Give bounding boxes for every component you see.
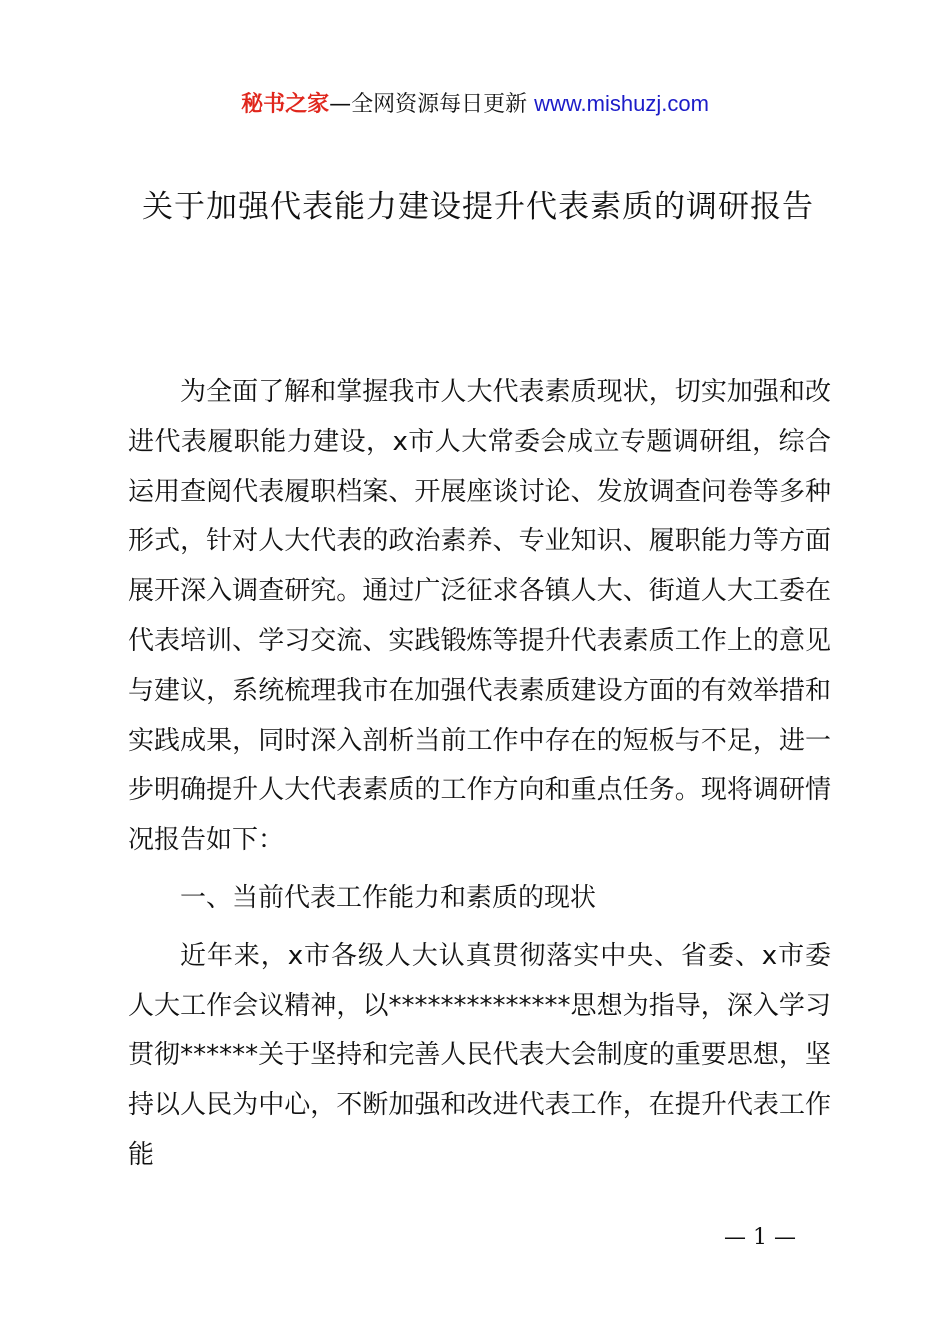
brand-name: 秘书之家 <box>241 92 330 117</box>
site-header <box>0 88 950 121</box>
page-number: — 1 — <box>724 1225 796 1250</box>
intro-paragraph: 为全面了解和掌握我市人大代表素质现状，切实加强和改进代表履职能力建设，x市人大常委会成立专题调研组，综合运用查阅代表履职档案、开展座谈讨论、发放调查问卷等多种形式，针对人大代表的政治素养、专业知识、履职能力等方面展开深入调查研究。通过广泛征求各镇人大、街道人大工委在代表培训、学习交流、实践锻炼等提升代表素质工作上的意见与建议，系统梳理我市在加强代表素质建设方面的有效举措和实践成果，同时深入剖析当前工作中存在的短板与不足，进一步明确提升人大代表素质的工作方向和重点任务。现将调研情况报告如下： <box>128 377 831 856</box>
site-url-link[interactable]: www.mishuzj.com <box>534 91 709 116</box>
document-body <box>128 368 831 1181</box>
body-paragraph: 近年来，x市各级人大认真贯彻落实中央、省委、x市委人大工作会议精神，以**************思想为指导，深入学习贯彻******关于坚持和完善人民代表大会制度的重要思想，坚持以人民为中心，不断加强和改进代表工作，在提升代表工作能 <box>128 940 831 1170</box>
document-title: 关于加强代表能力建设提升代表素质的调研报告 <box>142 189 814 225</box>
section-heading: 一、当前代表工作能力和素质的现状 <box>180 882 597 913</box>
header-tagline: —全网资源每日更新 <box>329 92 535 117</box>
